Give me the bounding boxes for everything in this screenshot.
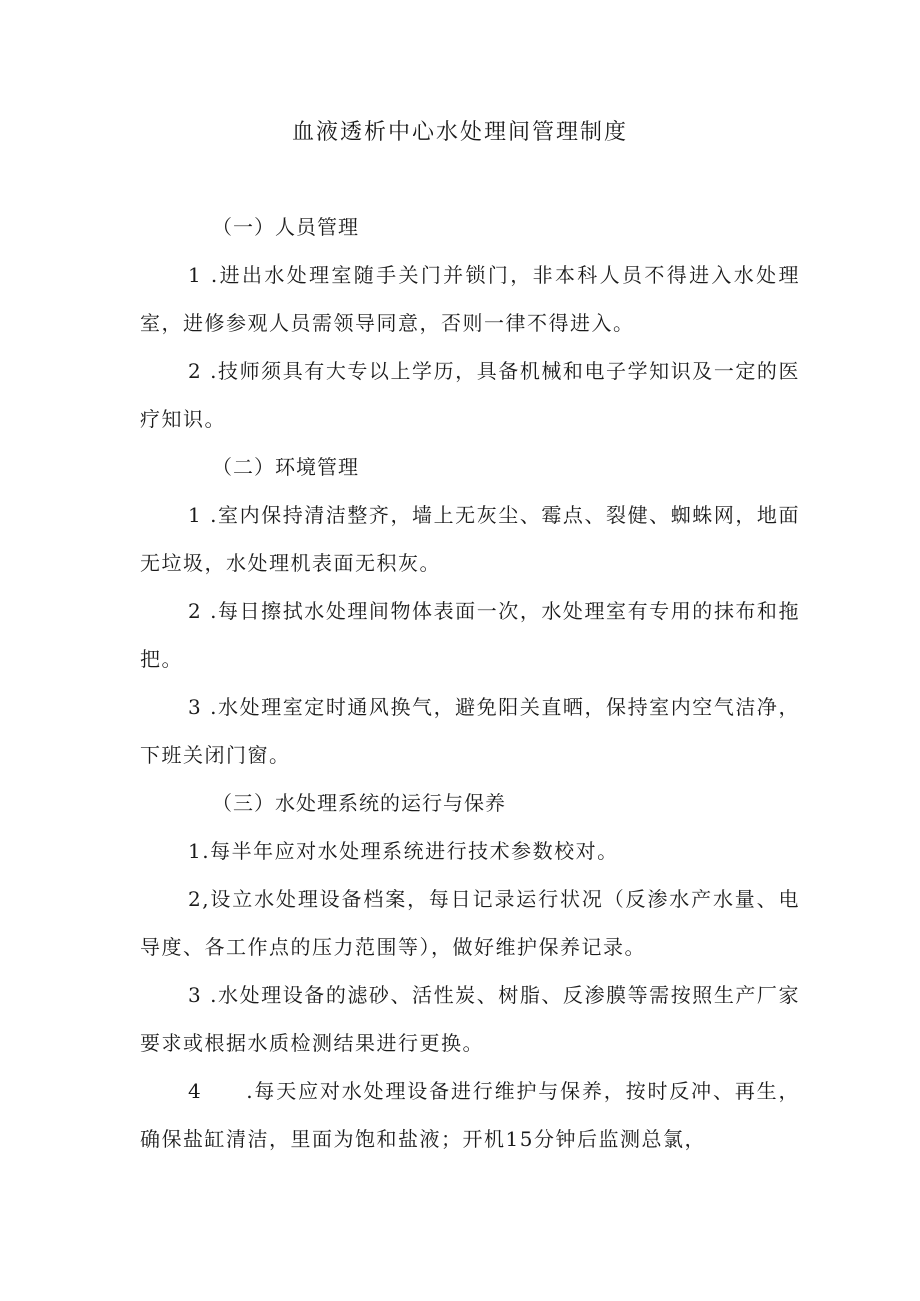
paragraph: 1.每半年应对水处理系统进行技术参数校对。 <box>188 839 619 863</box>
section-heading: （一）人员管理 <box>212 215 359 239</box>
paragraph: 1 .室内保持清洁整齐，墙上无灰尘、霉点、裂健、蜘蛛网，地面无垃圾，水处理机表面无积灰。 <box>140 503 800 575</box>
section-personnel <box>140 203 800 443</box>
paragraph: 4 .每天应对水处理设备进行维护与保养，按时反冲、再生，确保盐缸清洁，里面为饱和盐液；开机15分钟后监测总氯， <box>140 1079 800 1151</box>
section-water-system <box>140 779 800 1163</box>
paragraph: 2 .每日擦拭水处理间物体表面一次，水处理室有专用的抹布和拖把。 <box>140 599 800 671</box>
document-body <box>140 203 800 1163</box>
section-heading: （三）水处理系统的运行与保养 <box>212 791 506 815</box>
paragraph: 3 .水处理室定时通风换气，避免阳关直晒，保持室内空气洁净，下班关闭门窗。 <box>140 695 800 767</box>
paragraph: 1 .进出水处理室随手关门并锁门，非本科人员不得进入水处理室，进修参观人员需领导同意，否则一律不得进入。 <box>140 263 800 335</box>
paragraph: 3 .水处理设备的滤砂、活性炭、树脂、反渗膜等需按照生产厂家要求或根据水质检测结果进行更换。 <box>140 983 800 1055</box>
section-heading: （二）环境管理 <box>212 455 359 479</box>
paragraph: 2,设立水处理设备档案，每日记录运行状况（反渗水产水量、电导度、各工作点的压力范围等），做好维护保养记录。 <box>140 887 800 959</box>
document-title: 血液透析中心水处理间管理制度 <box>291 120 628 145</box>
paragraph: 2 .技师须具有大专以上学历，具备机械和电子学知识及一定的医疗知识。 <box>140 359 800 431</box>
section-environment <box>140 443 800 779</box>
